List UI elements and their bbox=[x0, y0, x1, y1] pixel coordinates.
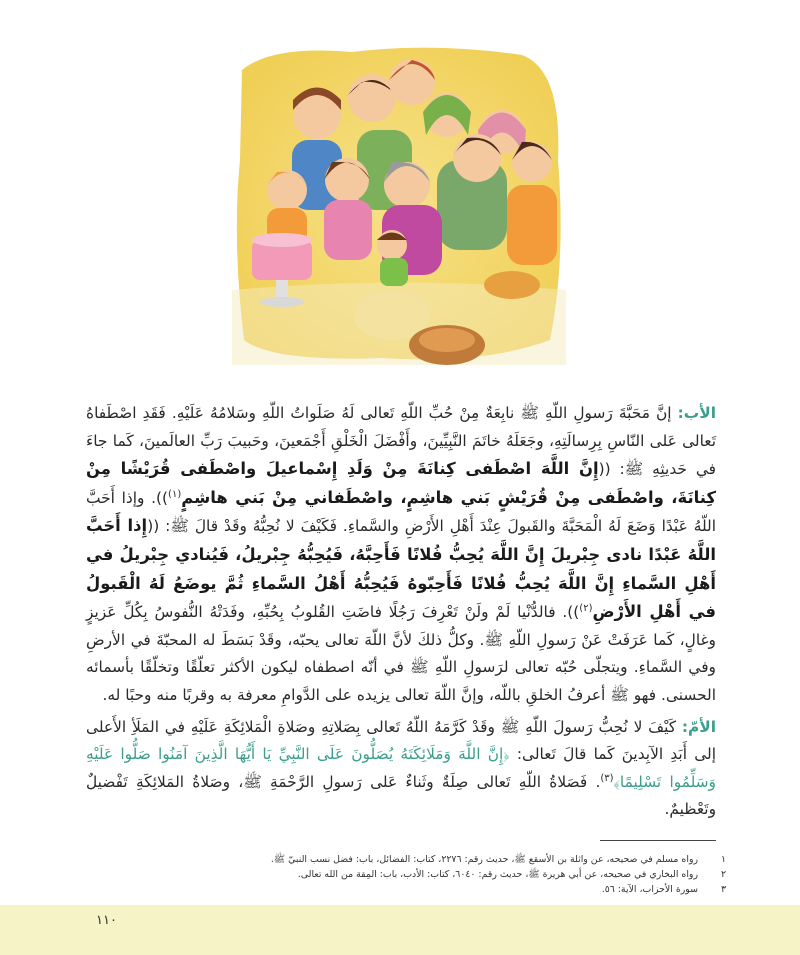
footnote-ref-2: (٢) bbox=[579, 603, 593, 615]
footer-band bbox=[0, 905, 800, 955]
footnote-text: رواه البخاري في صحيحه، عن أبي هريرة ﷺ، حديث رقم: ٦٠٤٠، كتاب: الأدب، باب: المِقة من الله تعالى. bbox=[297, 869, 698, 880]
family-illustration bbox=[232, 40, 566, 365]
father-text-2: )). وإذا أَحَبَّ اللّهُ عَبْدًا وَضَعَ لَهُ الْمَحَبَّةَ والقَبولَ عِنْدَ أَهْلِ الأَرْضِ والسَّماءِ. فَكَيْفَ لا نُحِبُّهُ وقَدْ قالَ ﷺ: (( bbox=[86, 488, 717, 536]
footnote-number: ١ bbox=[720, 854, 726, 865]
footnote-ref-1: (١) bbox=[168, 488, 182, 500]
mother-text-2: . فَصَلاةُ اللّهِ تَعالى صِلَةٌ وثَناءٌ عَلى رَسولِ الرَّحْمَةِ ﷺ، وصَلاةُ المَلائِكَةِ تَفْضيلٌ وتَعْظيمٌ. bbox=[86, 772, 716, 819]
speaker-father: الأب: bbox=[677, 404, 716, 422]
footnotes bbox=[86, 852, 726, 897]
footnote-number: ٣ bbox=[720, 884, 726, 895]
hadith-1: إِنَّ اللَّهَ اصْطَفى كِنانَةَ مِنْ وَلَدِ إِسْماعيلَ واصْطَفى قُرَيْشًا مِنْ كِنانَةَ، واصْطَفى مِنْ قُرَيْشٍ بَني هاشِمٍ، واصْطَفاني مِنْ بَني هاشِمٍ bbox=[86, 459, 716, 507]
father-paragraph bbox=[86, 400, 716, 710]
quran-verse: ﴿إِنَّ اللَّهَ وَمَلَائِكَتَهُ يُصَلُّونَ عَلَى النَّبِيِّ يَا أَيُّهَا الَّذِينَ آمَنُوا صَلُّوا عَلَيْهِ وَسَلِّمُوا تَسْلِيمًا﴾ bbox=[86, 745, 716, 791]
father-text-3: )). فالدُّنْيا لَمْ ولَنْ تَعْرِفَ رَجُلًا فاضَتِ القُلوبُ بِحُبِّهِ، وفَدَتْهُ النُّفوسُ بِكُلِّ عَزيزٍ وغالٍ، كَما عَرَفَتْ عَنْ رَسولِ اللّهِ ﷺ. وكلُّ ذلكَ لأنَّ اللّهَ تعالى يحبّه، وقَدْ بَسَطَ له المحبّةَ في الأرضِ وفي السَّماءِ. ويتجلّى حُبّه تعالى لرَسولِ اللّهِ ﷺ في أنّه اصطفاه ليكون الأكثر تعلّقًا وتخلّقًا بأسمائه الحسنى. فهو ﷺ أعرفُ الخلقِ باللّه، وإنَّ اللّهَ تعالى يزيده على الدَّوامِ معرفة به وقربًا منه وحبًا له. bbox=[86, 603, 716, 704]
speaker-mother: الأمّ: bbox=[681, 717, 716, 736]
footnote-item bbox=[86, 882, 726, 897]
mother-paragraph bbox=[86, 714, 716, 824]
footnote-text: سورة الأحزاب، الآية: ٥٦. bbox=[601, 884, 698, 895]
footnote-ref-3: (٣) bbox=[600, 772, 614, 784]
footnote-text: رواه مسلم في صحيحه، عن واثلة بن الأسقع ﷺ، حديث رقم: ٢٢٧٦، كتاب: الفضائل، باب: فضل نسب النبيّ ﷺ. bbox=[270, 854, 698, 865]
father-text-1: إنَّ مَحَبَّةَ رَسولِ اللّهِ ﷺ نابِعَةٌ مِنْ حُبِّ اللّهِ تَعالى لَهُ صَلَواتُ اللّهِ وسَلامُهُ عَلَيْهِ. فَقَدِ اصْطَفاهُ تَعالى عَلى النّاسِ بِرِسالَتِهِ، وجَعَلَهُ خاتَمَ النَّبِيِّينَ، وأَفْضَلَ الْخَلْقِ أَجْمَعينَ، وحَبيبَ رَبِّ العالَمينَ، كَما جاءَ في حَديثِهِ ﷺ: (( bbox=[86, 404, 717, 479]
main-text bbox=[86, 400, 716, 828]
footnote-item bbox=[86, 852, 726, 867]
footnote-divider bbox=[600, 840, 716, 841]
family-gathering-icon bbox=[232, 40, 566, 365]
page-number: ١١٠ bbox=[96, 913, 117, 928]
mother-text-1: كَيْفَ لا نُحِبُّ رَسولَ اللّهِ ﷺ وقَدْ كَرَّمَهُ اللّهُ تَعالى بِصَلاتِهِ وصَلاةِ الْمَلائِكَةِ عَلَيْهِ في المَلَأِ الأَعلى إلى أَبَدِ الآبِدينَ كَما قالَ تَعالى: bbox=[86, 717, 716, 764]
hadith-2: إِذا أَحَبَّ اللَّهُ عَبْدًا نادى جِبْريلَ إِنَّ اللَّهَ يُحِبُّ فُلانًا فَأَحِبَّهُ، فَيُحِبُّهُ جِبْريلُ، فَيُنادي جِبْريلُ في أَهْلِ السَّماءِ إِنَّ اللَّهَ يُحِبُّ فُلانًا فَأَحِبّوهُ فَيُحِبُّهُ أَهْلُ السَّماءِ ثُمَّ يوضَعُ لَهُ الْقَبولُ في أَهْلِ الأَرْضِ bbox=[86, 516, 716, 622]
footnote-item bbox=[86, 867, 726, 882]
footnote-number: ٢ bbox=[720, 869, 726, 880]
